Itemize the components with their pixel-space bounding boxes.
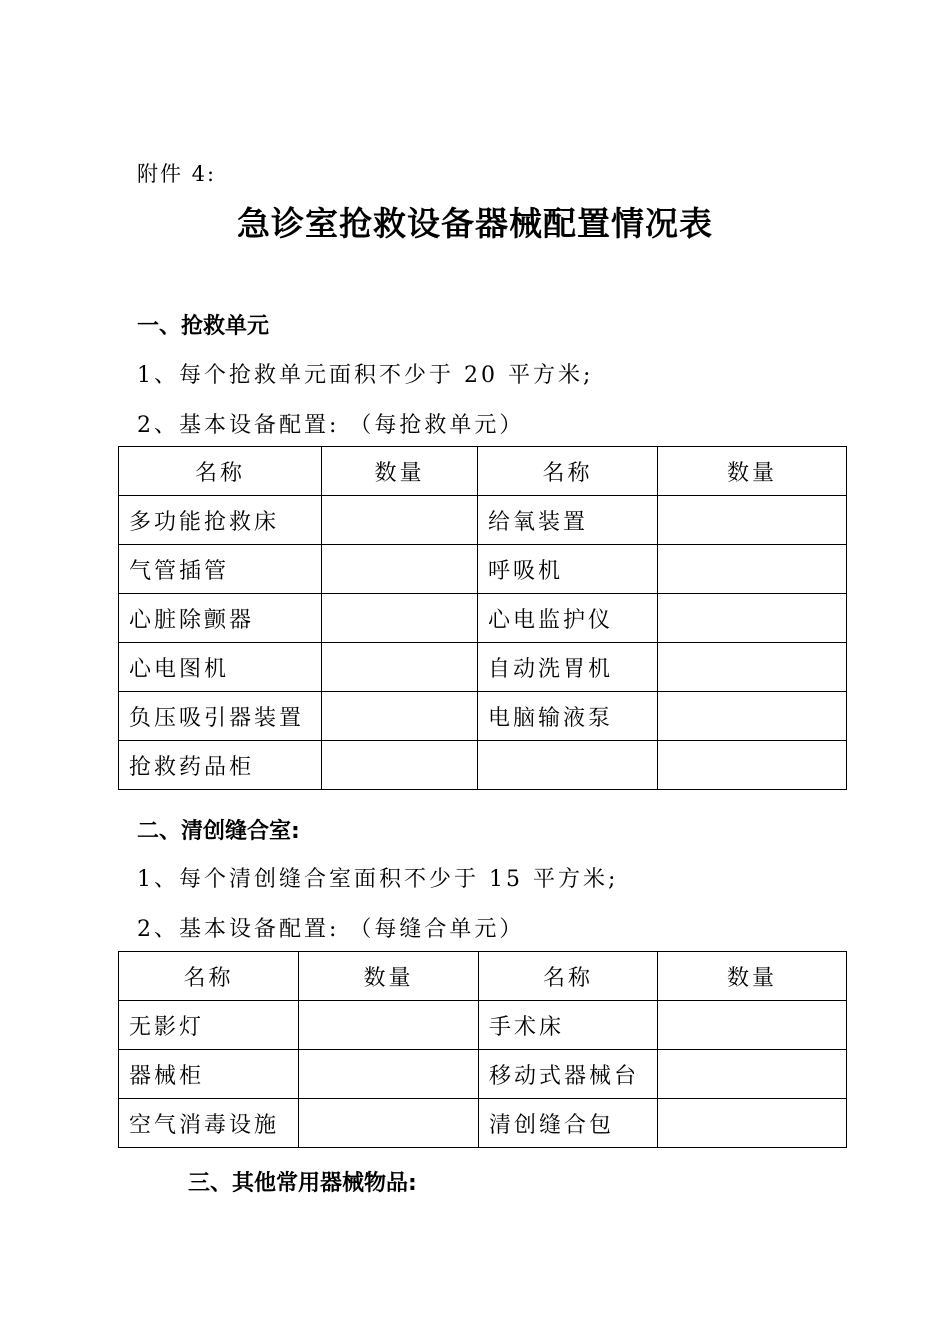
table-row — [119, 545, 847, 594]
section1-item2: 2、基本设备配置: （每抢救单元） — [137, 413, 525, 438]
table-cell — [658, 1099, 847, 1148]
table-row — [119, 1099, 847, 1148]
table-cell: 自动洗胃机 — [478, 643, 658, 692]
table-cell — [322, 643, 478, 692]
table-cell — [322, 692, 478, 741]
section1-heading: 一、抢救单元 — [137, 314, 270, 339]
table-cell — [299, 1001, 479, 1050]
table-cell: 负压吸引器装置 — [119, 692, 322, 741]
table-cell: 呼吸机 — [478, 545, 658, 594]
page-title: 急诊室抢救设备器械配置情况表 — [237, 204, 713, 243]
section1-item1: 1、每个抢救单元面积不少于 20 平方米; — [137, 363, 594, 388]
table-cell: 手术床 — [479, 1001, 658, 1050]
header-cell-name: 名称 — [119, 952, 299, 1001]
table-cell: 清创缝合包 — [479, 1099, 658, 1148]
table-cell — [478, 741, 658, 790]
table-cell: 抢救药品柜 — [119, 741, 322, 790]
table-cell: 无影灯 — [119, 1001, 299, 1050]
suture-room-table — [118, 951, 847, 1148]
header-cell-name: 名称 — [479, 952, 658, 1001]
table-cell — [658, 692, 847, 741]
table-header-row — [119, 447, 847, 496]
header-cell-qty: 数量 — [322, 447, 478, 496]
header-cell-qty: 数量 — [658, 952, 847, 1001]
table-cell — [322, 545, 478, 594]
table-row — [119, 594, 847, 643]
table-cell — [322, 496, 478, 545]
header-cell-name: 名称 — [478, 447, 658, 496]
table-cell: 多功能抢救床 — [119, 496, 322, 545]
table-cell — [658, 1001, 847, 1050]
section2-heading: 二、清创缝合室: — [137, 819, 300, 844]
attachment-label: 附件 4: — [137, 162, 217, 186]
table-cell — [322, 741, 478, 790]
table-row — [119, 741, 847, 790]
table-cell — [299, 1099, 479, 1148]
table-cell: 给氧装置 — [478, 496, 658, 545]
table-cell: 心脏除颤器 — [119, 594, 322, 643]
section3-heading: 三、其他常用器械物品: — [188, 1171, 417, 1196]
table-cell — [658, 545, 847, 594]
table-cell: 气管插管 — [119, 545, 322, 594]
table-cell: 电脑输液泵 — [478, 692, 658, 741]
table-cell — [658, 643, 847, 692]
table-row — [119, 692, 847, 741]
table-header-row — [119, 952, 847, 1001]
header-cell-qty: 数量 — [658, 447, 847, 496]
table-cell: 心电监护仪 — [478, 594, 658, 643]
table-cell — [658, 741, 847, 790]
header-cell-qty: 数量 — [299, 952, 479, 1001]
header-cell-name: 名称 — [119, 447, 322, 496]
table-cell — [322, 594, 478, 643]
table-cell: 空气消毒设施 — [119, 1099, 299, 1148]
table-cell — [658, 1050, 847, 1099]
section2-item1: 1、每个清创缝合室面积不少于 15 平方米; — [137, 867, 619, 892]
table-row — [119, 1050, 847, 1099]
table-row — [119, 1001, 847, 1050]
table-cell — [658, 594, 847, 643]
rescue-unit-table — [118, 446, 847, 790]
table-cell: 心电图机 — [119, 643, 322, 692]
table-cell — [658, 496, 847, 545]
table-row — [119, 496, 847, 545]
section2-item2: 2、基本设备配置: （每缝合单元） — [137, 917, 525, 942]
table-cell: 移动式器械台 — [479, 1050, 658, 1099]
table-cell — [299, 1050, 479, 1099]
table-row — [119, 643, 847, 692]
table-cell: 器械柜 — [119, 1050, 299, 1099]
